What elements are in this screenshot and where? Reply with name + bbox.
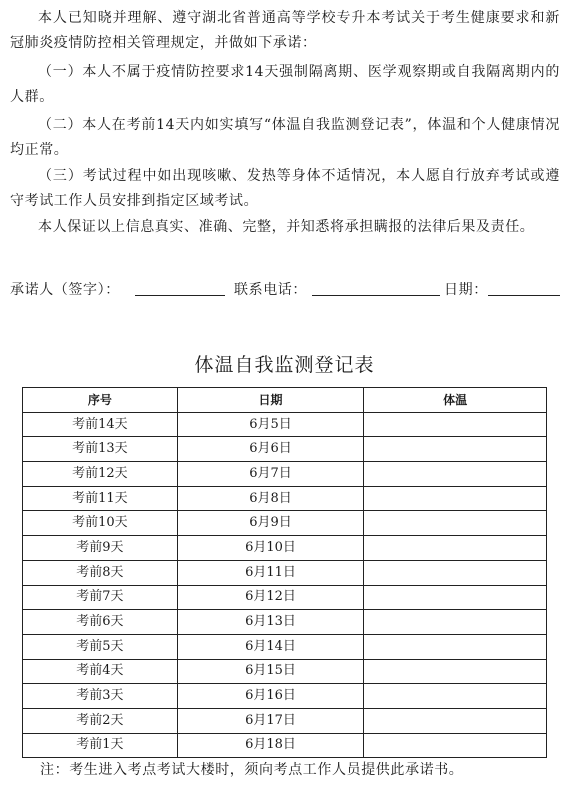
cell-seq: 考前12天: [23, 462, 178, 487]
header-seq: 序号: [23, 388, 178, 413]
cell-date: 6月18日: [177, 733, 364, 758]
cell-temp[interactable]: [364, 610, 547, 635]
cell-seq: 考前6天: [23, 610, 178, 635]
date-label: 日期：: [444, 282, 488, 298]
cell-seq: 考前10天: [23, 511, 178, 536]
temperature-table: [22, 387, 547, 758]
cell-seq: 考前8天: [23, 560, 178, 585]
table-row: [23, 659, 547, 684]
cell-date: 6月5日: [177, 412, 364, 437]
cell-seq: 考前11天: [23, 486, 178, 511]
cell-date: 6月17日: [177, 708, 364, 733]
phone-line[interactable]: [312, 295, 440, 296]
pledge-item-1: （一）本人不属于疫情防控要求14天强制隔离期、医学观察期或自我隔离期内的人群。: [10, 64, 560, 105]
cell-seq: 考前3天: [23, 684, 178, 709]
table-row: [23, 560, 547, 585]
table-row: [23, 462, 547, 487]
table-row: [23, 412, 547, 437]
cell-temp[interactable]: [364, 659, 547, 684]
date-line[interactable]: [488, 295, 560, 296]
cell-date: 6月14日: [177, 634, 364, 659]
header-date: 日期: [177, 388, 364, 413]
table-row: [23, 634, 547, 659]
table-row: [23, 486, 547, 511]
cell-seq: 考前1天: [23, 733, 178, 758]
cell-temp[interactable]: [364, 412, 547, 437]
cell-seq: 考前14天: [23, 412, 178, 437]
table-row: [23, 733, 547, 758]
cell-date: 6月9日: [177, 511, 364, 536]
table-row: [23, 684, 547, 709]
cell-temp[interactable]: [364, 708, 547, 733]
table-row: [23, 708, 547, 733]
cell-temp[interactable]: [364, 462, 547, 487]
table-row: [23, 437, 547, 462]
cell-temp[interactable]: [364, 733, 547, 758]
cell-temp[interactable]: [364, 684, 547, 709]
cell-date: 6月7日: [177, 462, 364, 487]
pledge-intro: 本人已知晓并理解、遵守湖北省普通高等学校专升本考试关于考生健康要求和新冠肺炎疫情防控相关管理规定，并做如下承诺：: [10, 10, 560, 51]
cell-seq: 考前5天: [23, 634, 178, 659]
cell-date: 6月13日: [177, 610, 364, 635]
table-header-row: [23, 388, 547, 413]
pledger-signature-line[interactable]: [135, 295, 225, 296]
cell-seq: 考前9天: [23, 536, 178, 561]
cell-temp[interactable]: [364, 560, 547, 585]
cell-temp[interactable]: [364, 585, 547, 610]
table-row: [23, 585, 547, 610]
header-temp: 体温: [364, 388, 547, 413]
pledge-guarantee: 本人保证以上信息真实、准确、完整，并知悉将承担瞒报的法律后果及责任。: [38, 219, 535, 235]
cell-seq: 考前2天: [23, 708, 178, 733]
table-row: [23, 536, 547, 561]
cell-seq: 考前7天: [23, 585, 178, 610]
cell-temp[interactable]: [364, 511, 547, 536]
pledge-item-2: （二）本人在考前14天内如实填写“体温自我监测登记表”，体温和个人健康情况均正常。: [10, 117, 560, 158]
cell-date: 6月15日: [177, 659, 364, 684]
pledger-label: 承诺人（签字）：: [10, 282, 120, 298]
cell-date: 6月11日: [177, 560, 364, 585]
table-row: [23, 610, 547, 635]
signature-row: [10, 279, 565, 301]
cell-temp[interactable]: [364, 486, 547, 511]
pledge-item-3: （三）考试过程中如出现咳嗽、发热等身体不适情况，本人愿自行放弃考试或遵守考试工作人员安排到指定区域考试。: [10, 168, 560, 209]
cell-temp[interactable]: [364, 634, 547, 659]
cell-date: 6月10日: [177, 536, 364, 561]
footnote: 注：考生进入考点考试大楼时，须向考点工作人员提供此承诺书。: [40, 762, 464, 778]
cell-temp[interactable]: [364, 437, 547, 462]
cell-temp[interactable]: [364, 536, 547, 561]
phone-label: 联系电话：: [234, 282, 307, 298]
form-title: 体温自我监测登记表: [194, 354, 375, 376]
cell-date: 6月6日: [177, 437, 364, 462]
cell-seq: 考前13天: [23, 437, 178, 462]
cell-date: 6月12日: [177, 585, 364, 610]
table-row: [23, 511, 547, 536]
cell-date: 6月8日: [177, 486, 364, 511]
cell-date: 6月16日: [177, 684, 364, 709]
cell-seq: 考前4天: [23, 659, 178, 684]
